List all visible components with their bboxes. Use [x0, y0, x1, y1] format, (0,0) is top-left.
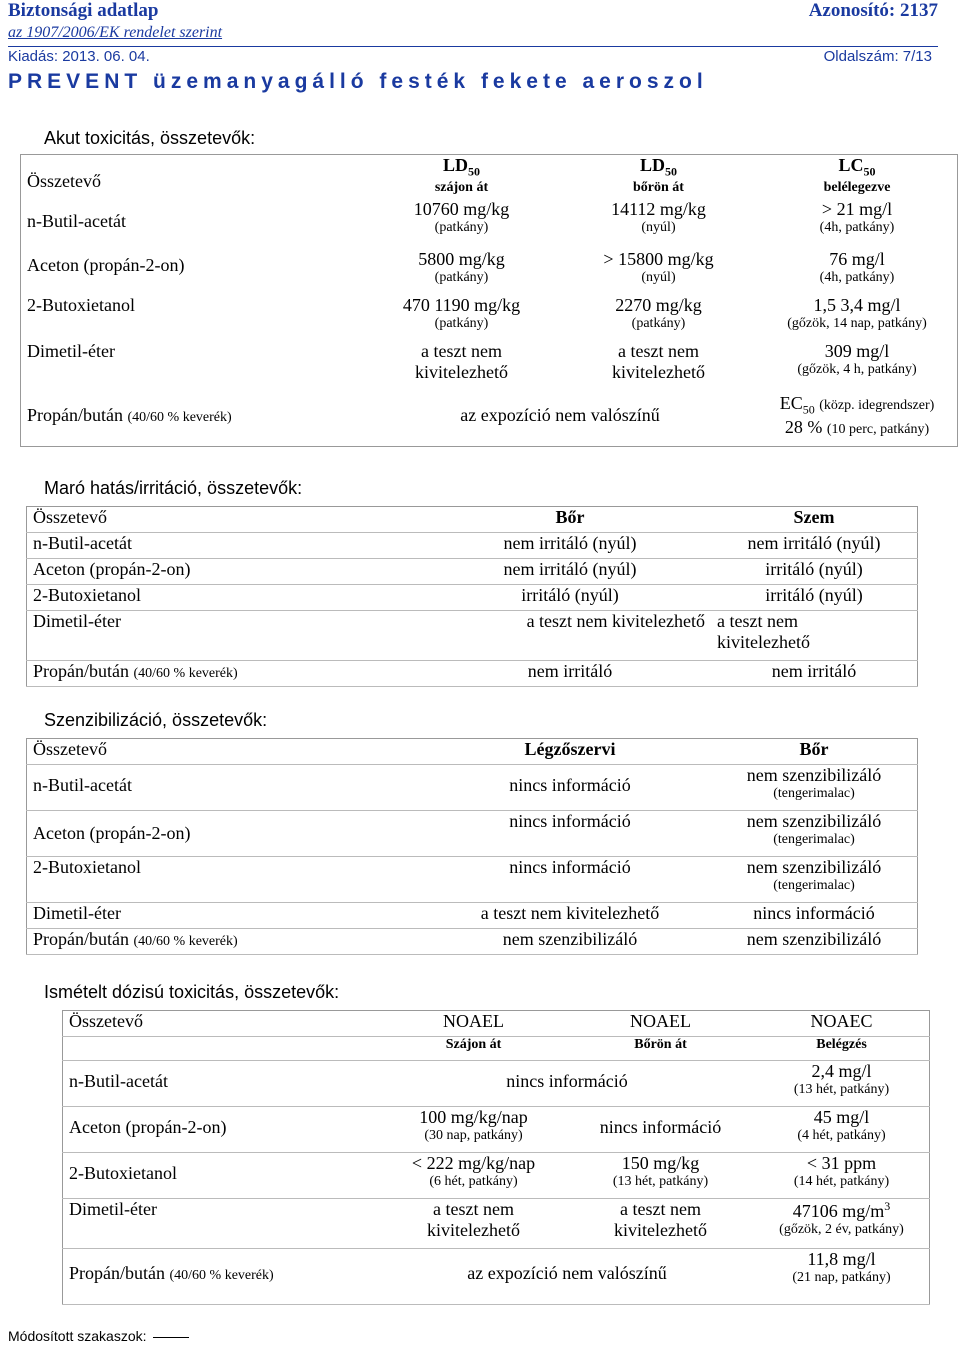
col-header-dermal: $LD_{50}$ bőrön át [633, 155, 684, 195]
issue-date: Kiadás: 2013. 06. 04. [8, 48, 150, 65]
col-header-respiratory: Légzőszervi [429, 739, 711, 765]
table-row: Aceton (propán-2-on) 100 mg/kg/nap (30 nap, patkány) nincs információ 45 mg/l (4 hét, patkány) [63, 1107, 930, 1153]
col-header-component: Összetevő [27, 739, 430, 765]
col-header-skin: Bőr [429, 507, 711, 533]
table-row: Aceton (propán-2-on) 5800 mg/kg (patkány) > 15800 mg/kg (nyúl) 76 mg/l (4h, patkány) [27, 248, 895, 285]
table-row: Aceton (propán-2-on) nem irritáló (nyúl) irritáló (nyúl) [27, 559, 918, 585]
subheader-dermal: Bőrön át [567, 1037, 754, 1061]
regulation-link[interactable]: az 1907/2006/EK rendelet szerint [8, 24, 223, 41]
table-row: Dimetil-éter a teszt nem kivitelezhető a teszt nem kivitelezhető 309 mg/l (gőzök, 4 h, patkány) [27, 340, 917, 382]
table-row: 2-Butoxietanol < 222 mg/kg/nap (6 hét, patkány) 150 mg/kg (13 hét, patkány) < 31 ppm (14 hét, patkány) [63, 1153, 930, 1199]
col-header-noael-dermal: NOAEL [567, 1011, 754, 1037]
table-row: 2-Butoxietanol irritáló (nyúl) irritáló (nyúl) [27, 585, 918, 611]
doc-id: Azonosító: 2137 [808, 0, 938, 21]
table-row: Aceton (propán-2-on) nincs információ nem szenzibilizáló (tengerimalac) [27, 811, 918, 857]
col-header-skin: Bőr [711, 739, 918, 765]
modified-sections: Módosított szakaszok: [8, 1328, 189, 1344]
col-header-oral: $LD_{50}$ szájon át [434, 155, 489, 195]
section-title-repeated: Ismételt dózisú toxicitás, összetevők: [44, 982, 340, 1002]
section-title-acute: Akut toxicitás, összetevők: [44, 128, 256, 148]
table-row: Propán/bután (40/60 % keverék) az expozíció nem valószínű $EC_{50}$ (közp. idegrendszer) 28 % (10 perc, patkány) [27, 392, 935, 438]
corrosive-table [26, 506, 918, 687]
legend-line [153, 1337, 189, 1338]
table-row: n-Butil-acetát nincs információ 2,4 mg/l (13 hét, patkány) [63, 1061, 930, 1107]
section-title-corrosive: Maró hatás/irritáció, összetevők: [44, 478, 303, 498]
subheader-oral: Szájon át [380, 1037, 567, 1061]
repeated-table [62, 1010, 930, 1305]
col-header-component: Összetevő [27, 171, 101, 191]
col-header-noaec: NOAEC [754, 1011, 930, 1037]
table-row: 2-Butoxietanol nincs információ nem szenzibilizáló (tengerimalac) [27, 857, 918, 903]
table-row: n-Butil-acetát nincs információ nem szenzibilizáló (tengerimalac) [27, 765, 918, 811]
table-row: Propán/bután (40/60 % keverék) nem irritáló nem irritáló [27, 661, 918, 687]
table-row: n-Butil-acetát 10760 mg/kg (patkány) 14112 mg/kg (nyúl) > 21 mg/l (4h, patkány) [27, 198, 895, 235]
table-row: 2-Butoxietanol 470 1190 mg/kg (patkány) 2270 mg/kg (patkány) 1,5 3,4 mg/l (gőzök, 14 nap, patkány) [27, 294, 927, 331]
subheader-inhalation: Belégzés [754, 1037, 930, 1061]
col-header-component: Összetevő [27, 507, 430, 533]
col-header-component: Összetevő [63, 1011, 381, 1037]
table-row: Propán/bután (40/60 % keverék) az expozíció nem valószínű 11,8 mg/l (21 nap, patkány) [63, 1249, 930, 1305]
table-row: n-Butil-acetát nem irritáló (nyúl) nem irritáló (nyúl) [27, 533, 918, 559]
page-number: Oldalszám: 7/13 [823, 48, 932, 65]
col-header-eye: Szem [711, 507, 918, 533]
acute-table [20, 154, 958, 447]
doc-title: Biztonsági adatlap [8, 0, 159, 21]
table-row: Dimetil-éter a teszt nem kivitelezhető nincs információ [27, 903, 918, 929]
header-rule [8, 46, 938, 47]
table-row: Dimetil-éter a teszt nem kivitelezhető a teszt nem kivitelezhető 47106 $mg/m^3$ (gőzök, 2 év, patkány) [63, 1199, 930, 1249]
section-title-sensitisation: Szenzibilizáció, összetevők: [44, 710, 268, 730]
product-name: PREVENT üzemanyagálló festék fekete aeroszol [8, 70, 708, 93]
table-row: Propán/bután (40/60 % keverék) nem szenzibilizáló nem szenzibilizáló [27, 929, 918, 955]
col-header-noael-oral: NOAEL [380, 1011, 567, 1037]
col-header-inhal: $LC_{50}$ belélegezve [823, 155, 891, 195]
sensitisation-table [26, 738, 918, 955]
table-row: Dimetil-éter a teszt nem kivitelezhető a teszt nem kivitelezhető [27, 611, 918, 661]
